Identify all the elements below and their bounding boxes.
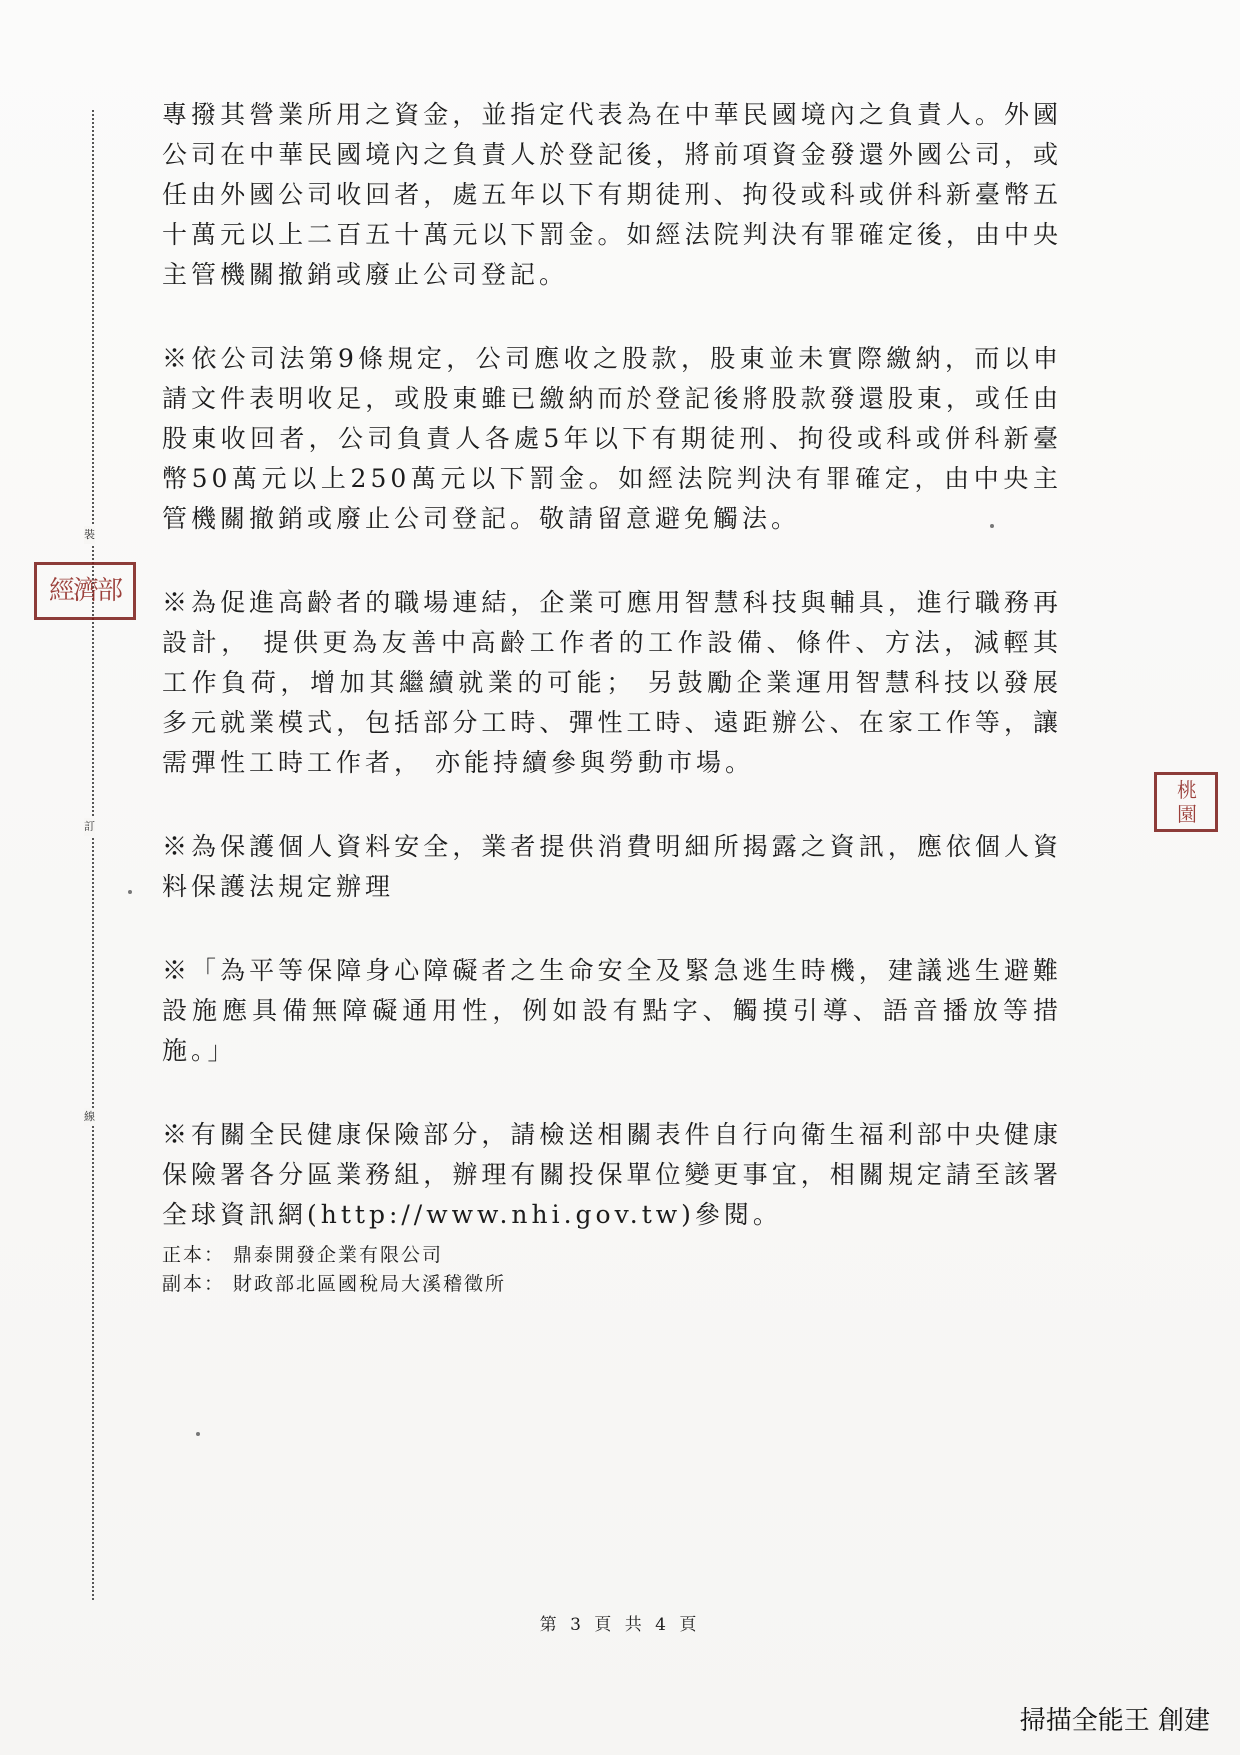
paragraph-senior-employment: ※為促進高齡者的職場連結，企業可應用智慧科技與輔具，進行職務再設計， 提供更為友善中高齡工作者的工作設備、條件、方法，減輕其工作負荷，增加其繼續就業的可能； 另鼓勵企業運用智慧科技以發展多元就業模式，包括部分工時、彈性工時、遠距辦公、在家工作等，讓需彈性工時工作者， 亦能持續參與勞動市場。 [162, 588, 1062, 777]
page-number: 第 3 頁 共 4 頁 [539, 1615, 701, 1635]
paragraph-foreign-company-capital: 專撥其營業所用之資金，並指定代表為在中華民國境內之負責人。外國公司在中華民國境內之負責人於登記後，將前項資金發還外國公司，或任由外國公司收回者，處五年以下有期徒刑、拘役或科或併科新臺幣五十萬元以上二百五十萬元以下罰金。如經法院判決有罪確定後，由中央主管機關撤銷或廢止公司登記。 [162, 100, 1062, 289]
binding-mark-top: 裝 [84, 526, 95, 544]
left-seal-text: 經濟部 [48, 576, 121, 606]
paragraph-company-act-article-9: ※依公司法第9條規定，公司應收之股款，股東並未實際繳納，而以申請文件表明收足，或股東雖已繳納而於登記後將股款發還股東，或任由股東收回者，公司負責人各處5年以下有期徒刑、拘役或科或併科新臺幣50萬元以上250萬元以下罰金。如經法院判決有罪確定，由中央主管機關撤銷或廢止公司登記。敬請留意避免觸法。 [162, 344, 1062, 533]
paragraph-accessibility-evacuation: ※「為平等保障身心障礙者之生命安全及緊急逃生時機，建議逃生避難設施應具備無障礙通用性，例如設有點字、觸摸引導、語音播放等措施。」 [162, 956, 1062, 1065]
binding-line [92, 110, 94, 1600]
scan-speck [196, 1432, 200, 1436]
left-official-seal [34, 562, 136, 620]
document-body [162, 95, 1062, 1299]
recipient-original: 正本： 鼎泰開發企業有限公司 [162, 1244, 444, 1266]
paragraph-national-health-insurance: ※有關全民健康保險部分，請檢送相關表件自行向衛生福利部中央健康保險署各分區業務組，辦理有關投保單位變更事宜，相關規定請至該署全球資訊網(http://www.nhi.gov.tw)參閱。 [162, 1120, 1062, 1229]
paragraph-personal-data-protection: ※為保護個人資料安全，業者提供消費明細所揭露之資訊，應依個人資料保護法規定辦理 [162, 832, 1062, 901]
binding-mark-middle: 訂 [84, 818, 95, 836]
scan-speck [128, 890, 132, 894]
binding-mark-bottom: 線 [84, 1108, 95, 1126]
scanner-watermark: 掃描全能王 創建 [1019, 1706, 1210, 1736]
recipient-copy: 副本： 財政部北區國稅局大溪稽徵所 [162, 1273, 507, 1295]
right-official-seal [1154, 772, 1218, 832]
right-seal-text: 桃園 [1177, 778, 1195, 826]
